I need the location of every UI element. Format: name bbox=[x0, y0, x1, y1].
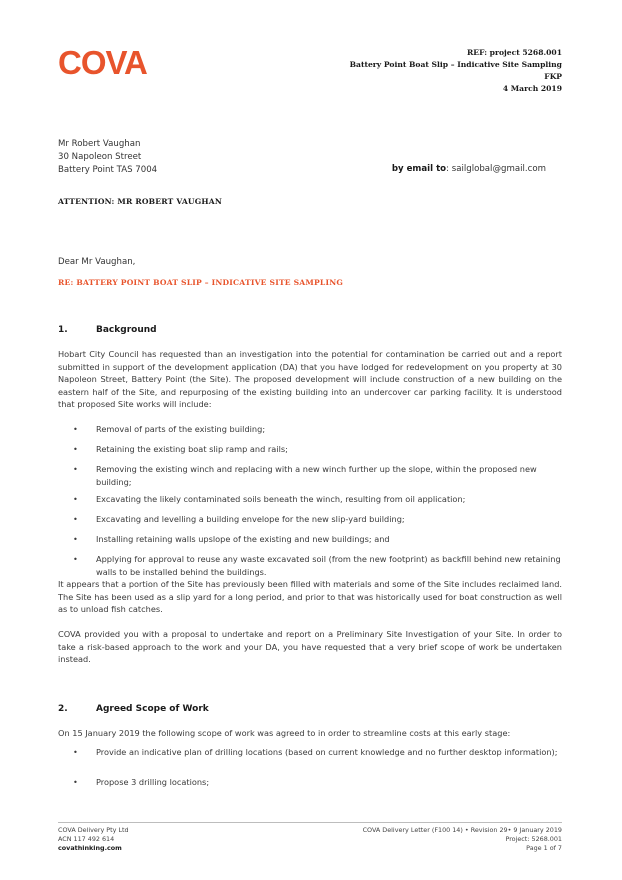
bullet-icon: • bbox=[73, 747, 78, 757]
cova-logo bbox=[58, 46, 153, 78]
section-1-number: 1. bbox=[58, 325, 68, 335]
bullet-icon: • bbox=[73, 534, 78, 544]
delivery-label: by email to bbox=[391, 164, 447, 174]
footer-project: Project: 5268.001 bbox=[505, 835, 562, 843]
section-2-number: 2. bbox=[58, 704, 68, 714]
bullet-icon: • bbox=[73, 777, 78, 787]
delivery-method bbox=[392, 164, 546, 174]
ref-date: 4 March 2019 bbox=[502, 84, 562, 93]
section-1-paragraph-2: It appears that a portion of the Site has previously been filled with materials and some of the Site includes reclaimed land. The Site has been used as a slip yard for a long period, and prior to that was historically used for boat construction as well as to unload fish catches. bbox=[58, 579, 562, 614]
ref-initials: FKP bbox=[544, 72, 562, 81]
section-1-bullet-list: • Removal of parts of the existing building; • Retaining the existing boat slip ramp and rails; • Removing the existing winch and replacing with a new winch further up the slope, within the proposed new building; • Excavating the likely contaminated soils beneath the winch, resulting from oil application; • Excavating and levelling a building envelope for the new slip-yard building; • Installing retaining walls upslope of the existing and new buildings; and • Applying for approval to reuse any waste excavated soil (from the new footprint) as backfill behind new retaining walls to be installed behind the buildings. bbox=[73, 424, 561, 577]
delivery-email[interactable]: : sailglobal@gmail.com bbox=[446, 164, 546, 174]
section-1-paragraph-3: COVA provided you with a proposal to undertake and report on a Preliminary Site Investigation of your Site. In order to take a risk-based approach to the work and your DA, you have requested that a very brief scope of work be undertaken instead. bbox=[58, 629, 562, 664]
section-2-intro: On 15 January 2019 the following scope of work was agreed to in order to streamline costs at this early stage: bbox=[58, 728, 511, 738]
section-2-heading bbox=[58, 704, 562, 716]
recipient-suburb: Battery Point TAS 7004 bbox=[58, 165, 158, 175]
footer-website-link[interactable]: covathinking.com bbox=[58, 844, 122, 852]
section-1-heading bbox=[58, 325, 562, 337]
section-2-bullet-list: • Provide an indicative plan of drilling locations (based on current knowledge and no further desktop information); • Propose 3 drilling locations; bbox=[73, 747, 558, 787]
footer-page-number: Page 1 of 7 bbox=[526, 844, 562, 852]
bullet-icon: • bbox=[73, 554, 78, 564]
section-1-intro: Hobart City Council has requested than an investigation into the potential for contamination be carried out and a report submitted in support of the development application (DA) that you have lodged for redevelopment on you property at 30 Napoleon Street, Battery Point (the Site). The proposed development will include construction of a new building on the eastern half of the Site, and repurposing of the existing building into an undercover car parking facility. It is understood that proposed Site works will include: bbox=[58, 349, 562, 409]
logo-wordmark: COVA bbox=[58, 46, 147, 78]
salutation: Dear Mr Vaughan, bbox=[58, 257, 136, 267]
section-1-title: Background bbox=[96, 325, 157, 335]
footer-company: COVA Delivery Pty Ltd bbox=[58, 826, 129, 834]
reference-block bbox=[350, 47, 562, 95]
attention-line: ATTENTION: MR ROBERT VAUGHAN bbox=[58, 197, 223, 206]
bullet-icon: • bbox=[73, 494, 78, 504]
footer-divider bbox=[58, 822, 562, 823]
bullet-icon: • bbox=[73, 424, 78, 434]
footer-left bbox=[58, 826, 129, 853]
bullet-icon: • bbox=[73, 464, 78, 474]
footer-acn: ACN 117 492 614 bbox=[58, 835, 115, 843]
ref-number: REF: project 5268.001 bbox=[466, 48, 562, 57]
recipient-street: 30 Napoleon Street bbox=[58, 152, 142, 162]
bullet-icon: • bbox=[73, 444, 78, 454]
bullet-icon: • bbox=[73, 514, 78, 524]
footer-right bbox=[363, 826, 562, 853]
re-line: RE: BATTERY POINT BOAT SLIP – INDICATIVE SITE SAMPLING bbox=[58, 278, 344, 287]
section-2-title: Agreed Scope of Work bbox=[96, 704, 209, 714]
recipient-name: Mr Robert Vaughan bbox=[58, 139, 141, 149]
footer-doc-revision: COVA Delivery Letter (F100 14) • Revision 29• 9 January 2019 bbox=[362, 826, 562, 834]
ref-subject: Battery Point Boat Slip – Indicative Site Sampling bbox=[349, 60, 562, 69]
recipient-address bbox=[58, 138, 157, 177]
